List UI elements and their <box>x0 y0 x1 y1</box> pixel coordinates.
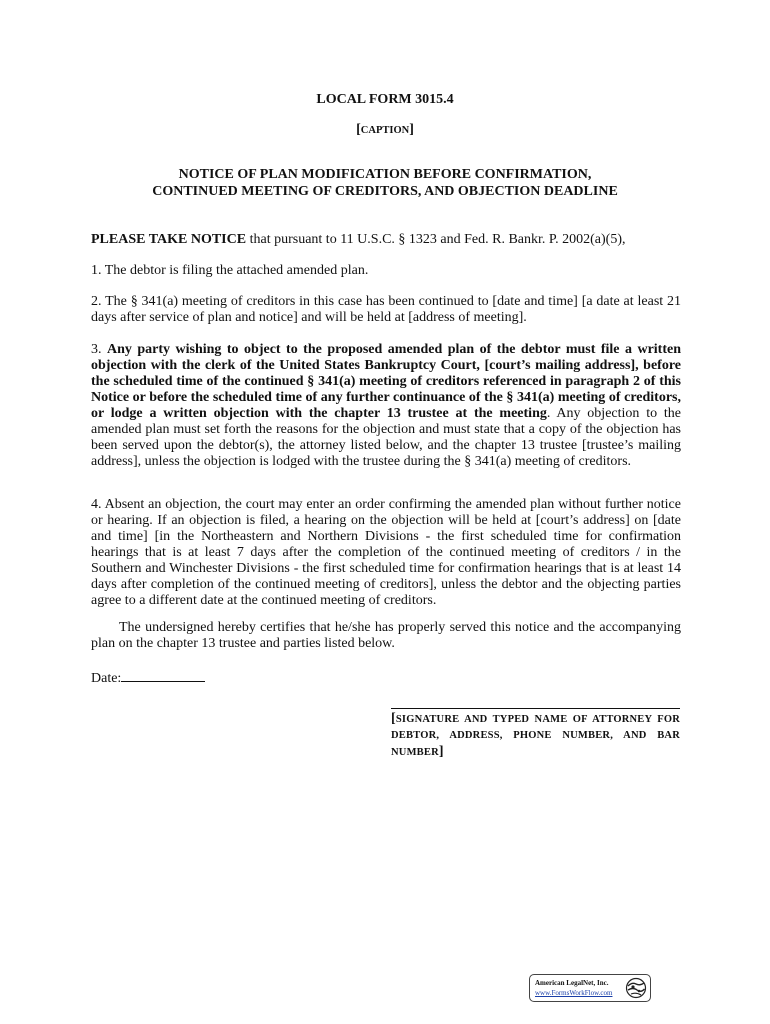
paragraph-3 <box>91 342 681 470</box>
signature-text: SIGNATURE AND TYPED NAME OF ATTORNEY FOR DEBTOR, ADDRESS, PHONE NUMBER, AND BAR NUMBER <box>391 714 680 758</box>
caption-text: CAPTION <box>360 125 410 136</box>
footer-url-link[interactable]: www.FormsWorkFlow.com <box>535 989 613 997</box>
signature-block <box>391 711 680 761</box>
paragraph-1: 1. The debtor is filing the attached amended plan. <box>91 263 369 278</box>
document-title <box>60 166 710 200</box>
paragraph-3-text: . Any objection to the amended plan must set forth the reasons for the objection and must state that a copy of the objection has been served upon the debtor(s), the attorney listed below, and the chapter 13 trustee [trustee’s mailing address], unless the objection is lodged with the trustee during the § 341(a) meeting of creditors. <box>91 406 681 469</box>
intro-paragraph <box>91 232 681 248</box>
signature-line[interactable] <box>391 708 680 709</box>
footer-brand: American LegalNet, Inc. <box>535 979 609 987</box>
caption-open-bracket: [ <box>356 122 361 137</box>
paragraph-3-bold: Any party wishing to object to the proposed amended plan of the debtor must file a written objection with the clerk of the United States Bankruptcy Court, [court’s mailing address], before the scheduled time of the continued § 341(a) meeting of creditors referenced in paragraph 2 of this Notice or before the scheduled time of any further continuance of the § 341(a) meeting of creditors, or lodge a written objection with the chapter 13 trustee at the meeting <box>91 342 682 421</box>
title-line-2: CONTINUED MEETING OF CREDITORS, AND OBJECTION DEADLINE <box>152 184 618 199</box>
signature-close-bracket: ] <box>438 744 444 759</box>
paragraph-4: 4. Absent an objection, the court may enter an order confirming the amended plan without further notice or hearing. If an objection is filed, a hearing on the objection will be held at [court’s address] on [date and time] [in the Northeastern and Northern Divisions - the first scheduled time for confirmation hearings that is at least 7 days after the completion of the continued meeting of creditors / in the Southern and Winchester Divisions - the first scheduled time for confirmation hearings that is at least 14 days after completion of the continued meeting of creditors], unless the debtor and the objecting parties agree to a different date at the continued meeting of creditors. <box>91 497 681 608</box>
signature-open-bracket: [ <box>391 711 396 726</box>
intro-bold: PLEASE TAKE NOTICE <box>91 232 247 247</box>
footer-badge[interactable] <box>529 974 651 1002</box>
date-row <box>91 668 681 687</box>
globe-logo-icon <box>625 977 647 999</box>
certification-paragraph: The undersigned hereby certifies that he/she has properly served this notice and the accompanying plan on the chapter 13 trustee and parties listed below. <box>91 620 681 651</box>
caption-close-bracket: ] <box>409 122 414 137</box>
date-label: Date: <box>91 671 122 686</box>
paragraph-3-number: 3. <box>91 342 107 357</box>
paragraph-2: 2. The § 341(a) meeting of creditors in this case has been continued to [date and time] [a date at least 21 days after service of plan and notice] and will be held at [address of meeting]. <box>91 294 681 325</box>
caption-placeholder <box>0 122 770 138</box>
form-number: LOCAL FORM 3015.4 <box>316 92 454 107</box>
date-blank-line[interactable] <box>121 668 205 682</box>
intro-text: that pursuant to 11 U.S.C. § 1323 and Fed. R. Bankr. P. 2002(a)(5), <box>246 232 626 247</box>
title-line-1: NOTICE OF PLAN MODIFICATION BEFORE CONFIRMATION, <box>178 167 592 182</box>
